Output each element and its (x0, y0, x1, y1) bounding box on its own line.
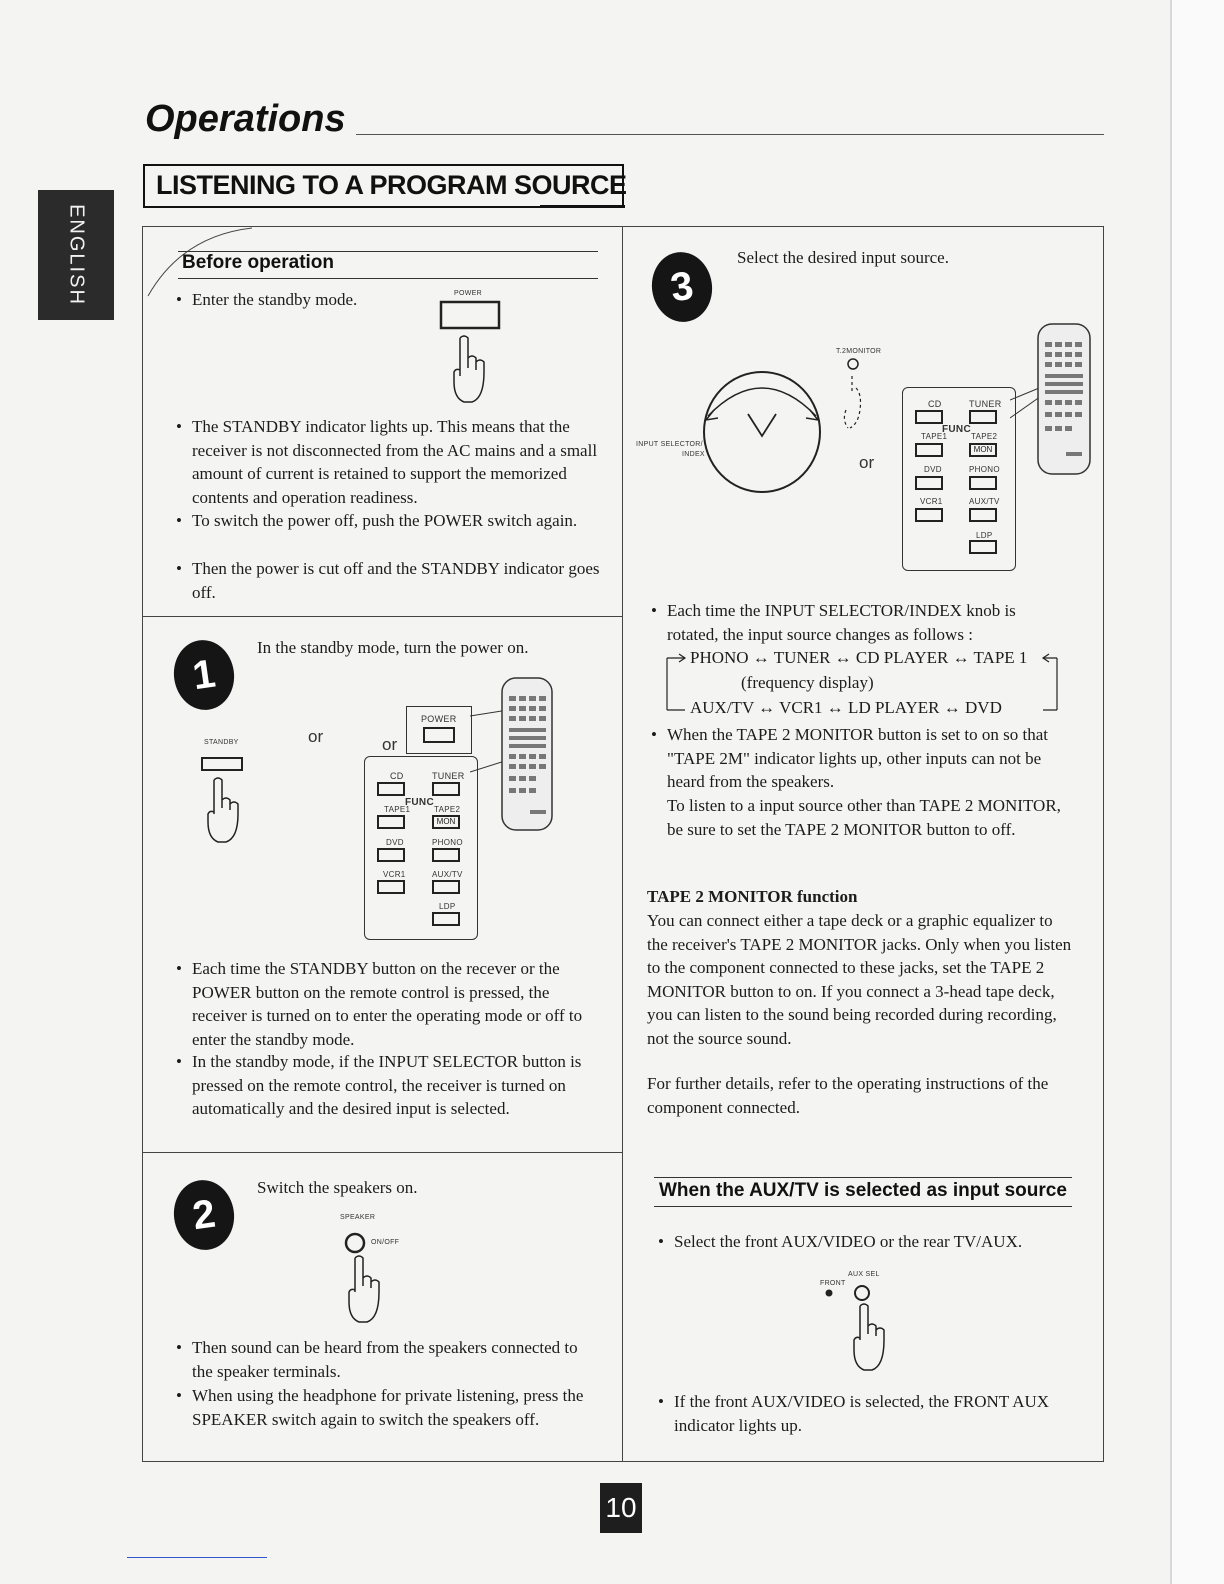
before-bullet-2: • The STANDBY indicator lights up. This means that the receiver is not disconnected from the AC mains and a small amount of current is retained to support the memorized contents and operation readiness. (176, 415, 601, 509)
remote-phono-button (432, 848, 460, 862)
or-text-2: or (382, 735, 398, 754)
remote2-dvd-label: DVD (924, 465, 942, 474)
step-3-badge: 3 (647, 248, 716, 326)
remote-auxtv-button (432, 880, 460, 894)
remote-ldp-button (432, 912, 460, 926)
before-bullet-1: • Enter the standby mode. (176, 288, 436, 312)
front-indicator-led (826, 1290, 833, 1297)
source-cycle-line-1: PHONO ↔ TUNER ↔ CD PLAYER ↔ TAPE 1 (690, 648, 1028, 667)
remote-dvd-button (377, 848, 405, 862)
bottom-rule (127, 1557, 267, 1558)
step-2-bullet-2: • When using the headphone for private listening, press the SPEAKER switch again to switch the speakers off. (176, 1384, 601, 1431)
remote2-cd-button (915, 410, 943, 424)
remote2-tuner-label: TUNER (969, 399, 1002, 409)
remote2-auxtv-label: AUX/TV (969, 497, 1000, 506)
auxsel-label: AUX SEL (848, 1271, 880, 1278)
step-3-bullet-2: • When the TAPE 2 MONITOR button is set to on so that "TAPE 2M" indicator lights up, other inputs can not be heard from the speakers. (651, 723, 1071, 794)
input-selector-knob-illustration (690, 354, 890, 504)
step-3-bullet-2-continued: To listen to a input source other than TAPE 2 MONITOR, be sure to set the TAPE 2 MONITOR button to off. (667, 796, 1061, 839)
remote-cd-button (377, 782, 405, 796)
before-rule-top (178, 251, 598, 252)
remote-power-button (423, 727, 455, 743)
auxtv-rule-bottom (654, 1206, 1072, 1207)
speaker-onoff-label: ON/OFF (371, 1239, 400, 1246)
before-rule-bottom (178, 278, 598, 279)
remote2-tuner-button (969, 410, 997, 424)
step-2-bullet-1: • Then sound can be heard from the speakers connected to the speaker terminals. (176, 1336, 601, 1383)
remote-cd-label: CD (390, 771, 404, 781)
remote2-func-label: FUNC (942, 424, 971, 435)
source-cycle-line-2: (frequency display) (741, 673, 874, 692)
language-tab-label: ENGLISH (65, 204, 88, 306)
auxtv-bullet-2: • If the front AUX/VIDEO is selected, the FRONT AUX indicator lights up. (658, 1390, 1078, 1437)
page-title: Operations (145, 98, 346, 140)
speaker-button-illustration (336, 1226, 392, 1326)
left-divider-2 (142, 1152, 623, 1153)
step-2-instruction: Switch the speakers on. (257, 1178, 418, 1197)
auxtv-rule-top (654, 1177, 1072, 1178)
before-bullet-4: • Then the power is cut off and the STANDBY indicator goes off. (176, 557, 601, 604)
remote2-mon-button: MON (969, 443, 997, 457)
step-1-bullet-1: • Each time the STANDBY button on the recever or the POWER button on the remote control is pressed, the receiver is turned on to enter the operating mode or off to enter the standby mode. (176, 957, 601, 1051)
remote-vcr1-button (377, 880, 405, 894)
section-title: LISTENING TO A PROGRAM SOURCE (156, 170, 627, 200)
remote2-dvd-button (915, 476, 943, 490)
remote2-tape1-button (915, 443, 943, 457)
remote2-tape2-label: TAPE2 (971, 432, 998, 441)
index-label: INDEX (682, 451, 705, 458)
remote-tape1-button (377, 815, 405, 829)
power-button-illustration (438, 298, 504, 408)
remote-auxtv-label: AUX/TV (432, 870, 463, 879)
step-3-instruction: Select the desired input source. (737, 248, 949, 267)
section-title-underline (540, 205, 625, 208)
title-rule (356, 134, 1104, 135)
before-bullet-3: • To switch the power off, push the POWER switch again. (176, 509, 601, 533)
page-number: 10 (600, 1483, 642, 1533)
remote2-cd-label: CD (928, 399, 942, 409)
column-divider (622, 226, 623, 1462)
step-1-badge: 1 (169, 636, 238, 714)
tape2-monitor-body-2: For further details, refer to the operating instructions of the component connected. (647, 1074, 1049, 1117)
page-edge-margin (1172, 0, 1224, 1584)
step-1-bullet-2: • In the standby mode, if the INPUT SELECTOR button is pressed on the remote control, the receiver is turned on automatically and the desired input is selected. (176, 1050, 601, 1121)
remote-mon-button: MON (432, 815, 460, 829)
standby-button-illustration (196, 752, 256, 848)
source-cycle-line-3: AUX/TV ↔ VCR1 ↔ LD PLAYER ↔ DVD (690, 698, 1002, 717)
remote-tape2-label: TAPE2 (434, 805, 461, 814)
remote2-ldp-button (969, 540, 997, 554)
remote2-vcr1-label: VCR1 (920, 497, 943, 506)
remote2-vcr1-button (915, 508, 943, 522)
remote2-phono-label: PHONO (969, 465, 1000, 474)
remote-tuner-label: TUNER (432, 771, 465, 781)
step-2-badge: 2 (169, 1176, 238, 1254)
tape2-monitor-body: You can connect either a tape deck or a graphic equalizer to the receiver's TAPE 2 MONITOR jacks. Only when you listen to the component connected to these jacks, set the TAPE 2 MONITOR button to on. If you connect a 3-head tape deck, you can listen to the sound being recorded during recording, not the source sound. (647, 911, 1072, 1048)
step-3-bullet-1: • Each time the INPUT SELECTOR/INDEX knob is rotated, the input source changes as follows : (651, 599, 1071, 646)
tape2-monitor-heading: TAPE 2 MONITOR function (647, 887, 858, 906)
speaker-label: SPEAKER (340, 1214, 376, 1221)
power-label: POWER (454, 290, 482, 297)
pointing-hand-icon (454, 336, 484, 402)
remote-vcr1-label: VCR1 (383, 870, 406, 879)
remote-ldp-label: LDP (439, 902, 456, 911)
remote2-phono-button (969, 476, 997, 490)
t2monitor-label: T.2MONITOR (836, 348, 882, 355)
remote2-tape1-label: TAPE1 (921, 432, 948, 441)
auxsel-button-illustration (818, 1282, 888, 1374)
pointing-hand-icon (854, 1304, 884, 1370)
remote-tuner-button (432, 782, 460, 796)
remote-tape1-label: TAPE1 (384, 805, 411, 814)
remote-handset-icon (500, 676, 556, 836)
remote-func-label: FUNC (405, 797, 434, 808)
remote2-ldp-label: LDP (976, 531, 993, 540)
pointing-hand-icon (208, 778, 238, 842)
remote-phono-label: PHONO (432, 838, 463, 847)
before-operation-heading: Before operation (182, 252, 335, 273)
remote-dvd-label: DVD (386, 838, 404, 847)
or-text-1: or (308, 727, 324, 746)
auxtv-bullet-1: • Select the front AUX/VIDEO or the rear TV/AUX. (658, 1230, 1078, 1254)
input-selector-label: INPUT SELECTOR/ (636, 441, 703, 448)
pointing-hand-icon (349, 1256, 379, 1322)
step-1-instruction: In the standby mode, turn the power on. (257, 638, 529, 657)
left-divider-1 (142, 616, 623, 617)
remote2-auxtv-button (969, 508, 997, 522)
front-label: FRONT (820, 1280, 846, 1287)
remote-handset-icon-2 (1036, 322, 1094, 478)
standby-label: STANDBY (204, 739, 239, 746)
remote-power-label: POWER (421, 714, 457, 724)
or-text-3: or (859, 453, 875, 472)
auxtv-heading: When the AUX/TV is selected as input source (659, 1180, 1067, 1201)
